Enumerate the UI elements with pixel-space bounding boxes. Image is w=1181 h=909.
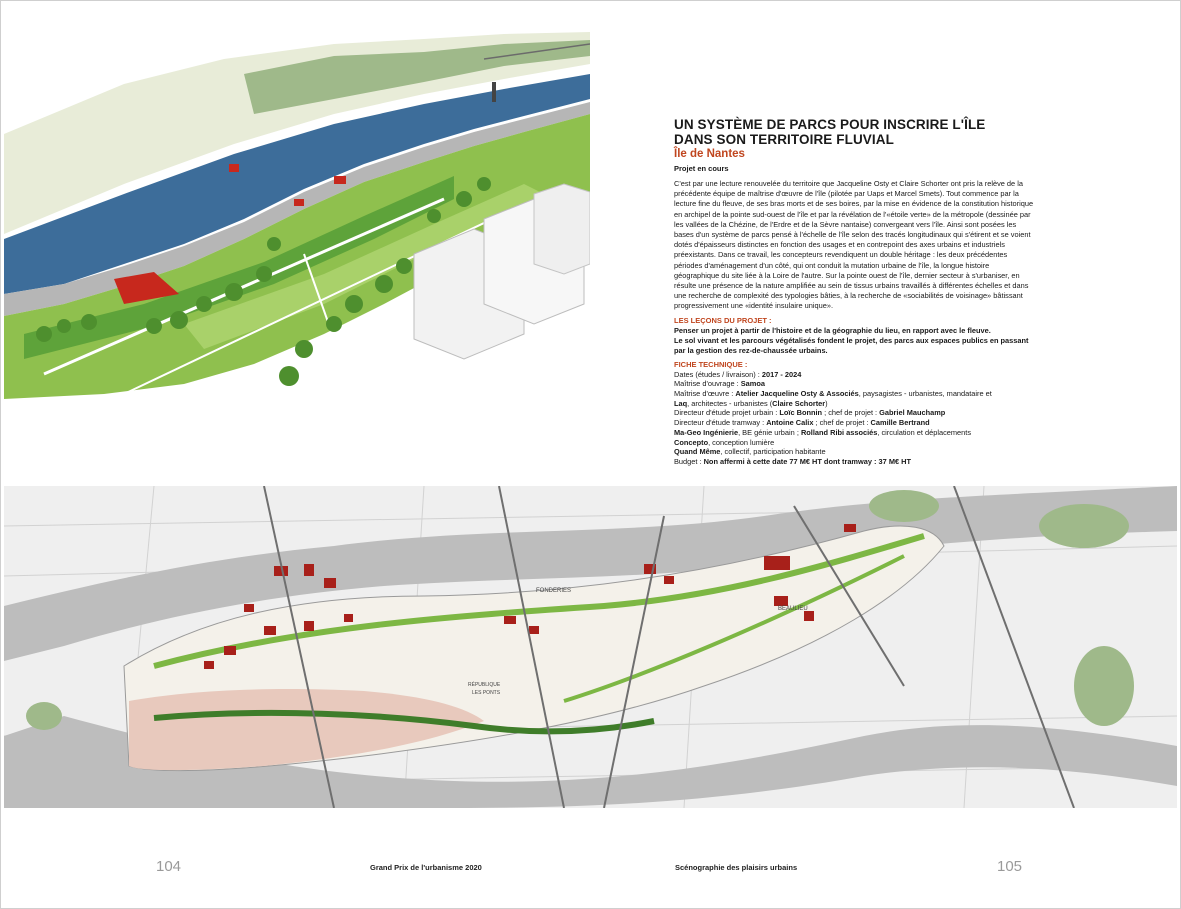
map-label-fonderies: FONDERIES (536, 588, 572, 594)
article-title (674, 118, 1034, 147)
fiche-line: Dates (études / livraison) : 2017 - 2024 (674, 369, 802, 379)
fiche-line: Ma-Geo Ingénierie, BE génie urbain ; Rolland Ribi associés, circulation et déplacements (674, 427, 972, 437)
footer-title-right: Scénographie des plaisirs urbains (675, 863, 798, 872)
article-subtitle: Île de Nantes (674, 148, 745, 160)
fiche-line: Laq, architectes - urbanistes (Claire Schorter) (674, 398, 828, 408)
fiche-line: Maîtrise d'œuvre : Atelier Jacqueline Osty & Associés, paysagistes - urbanistes, mandataire et (674, 389, 992, 399)
island-plan-map (4, 486, 1177, 808)
page-number-right: 105 (997, 858, 1023, 875)
fiche-line: Budget : Non affermi à cette date 77 M€ HT dont tramway : 37 M€ HT (674, 456, 911, 466)
article-text-column (674, 118, 1034, 467)
fiche-line: Concepto, conception lumière (674, 437, 775, 447)
map-label-les-ponts: LES PONTS (472, 690, 501, 696)
lessons-heading: LES LEÇONS DU PROJET : (674, 315, 772, 325)
lesson-item: Penser un projet à partir de l'histoire et de la géographie du lieu, en rapport avec le fleuve. (674, 325, 991, 335)
page-number-left: 104 (156, 858, 182, 875)
title-line-2: DANS SON TERRITOIRE FLUVIAL (674, 131, 894, 147)
project-status: Projet en cours (674, 164, 729, 173)
fiche-heading: FICHE TECHNIQUE : (674, 359, 748, 369)
title-line-1: UN SYSTÈME DE PARCS POUR INSCRIRE L'ÎLE (674, 117, 986, 132)
fiche-line: Directeur d'étude projet urbain : Loïc Bonnin ; chef de projet : Gabriel Mauchamp (674, 408, 946, 418)
fiche-line: Directeur d'étude tramway : Antoine Calix ; chef de projet : Camille Bertrand (674, 418, 930, 428)
map-label-beaulieu: BEAULIEU (778, 606, 808, 612)
fiche-line: Quand Même, collectif, participation habitante (674, 447, 826, 457)
fiche-line: Maîtrise d'ouvrage : Samoa (674, 379, 765, 389)
perspective-illustration (4, 4, 590, 459)
lesson-item: Le sol vivant et les parcours végétalisés fondent le projet, des parcs aux espaces publics en passant par la gestion des rez-de-chaussée urbains. (674, 335, 1029, 355)
footer-title-left: Grand Prix de l'urbanisme 2020 (370, 863, 482, 872)
map-label-republique: RÉPUBLIQUE (468, 682, 501, 688)
fiche-list (674, 370, 1034, 467)
article-body: C'est par une lecture renouvelée du territoire que Jacqueline Osty et Claire Schorter ont pris la relève de la précédente équipe de maîtrise d'œuvre de l'île (pilotée par Uaps et Marcel Smets). Tout commence par la lecture fine du fleuve, de ses bras morts et de ses boires, par la mise en évidence de la constitution historique en archipel de la pointe sud-ouest de l'île et par la révélation de l'«étoile verte» de la métropole (dessinée par les vallées de la Chézine, de l'Erdre et de la Sèvre nantaise) convergeant vers l'île. Ainsi sont posées les bases d'un système de parcs pensé à l'échelle de l'île selon des tracés longitudinaux qui s'étirent et se voient dotés d'épaisseurs distinctes en fonction des usages et en contrepoint des axes urbains et industriels préexistants. Dans ce travail, les concepteurs revendiquent un double héritage : les deux précédentes périodes d'aménagement d'un côté, qui ont conduit la mutation urbaine de l'île, la longue histoire géographique du site liée à la Loire de l'autre. Sur la pointe ouest de l'île, dernier secteur à s'urbaniser, en résulte une présence de la nature amplifiée au sein de tissus urbains travaillés à différentes échelles et dans une recherche de complexité des typologies bâties, à la recherche de «sociabilités de voisinage» bâtissant progressivement une «identité insulaire unique». (674, 179, 1034, 311)
